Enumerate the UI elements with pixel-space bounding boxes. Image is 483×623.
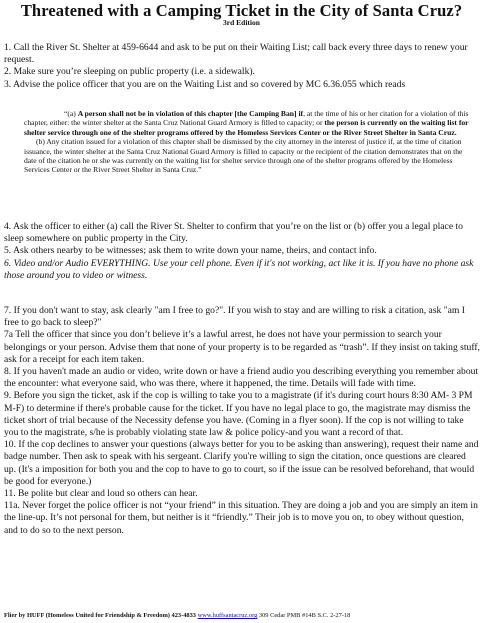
quote-paragraph-b: (b) Any citation issued for a violation of this chapter shall be dismissed by the city attorney in the interest of justice if, at the time of citation issuance, the winter shelter at the Santa Cruz National Guard Armory is filled to capacity or the recipient of the citation demonstrates that on the date of the citation he or she was currently on the waiting list for shelter service through one of the shelter programs offered by the Homeless Services Center or the River Street Shelter in Santa Cruz.” (24, 137, 463, 175)
steps-bottom (4, 305, 480, 537)
footer-org: Flier by HUFF (Homeless United for Friendship & Freedom) 423-4833 (4, 612, 196, 619)
step-7: 7. If you don't want to stay, ask clearly "am I free to go?". If you wish to stay and are willing to risk a citation, ask "am I free to go back to sleep?" (4, 305, 465, 329)
steps-mid (4, 221, 480, 282)
step-10: 10. If the cop declines to answer your questions (always better for you to be asking than answering), request their name and badge number. Then ask to speak with his sergeant. Clarify you're willing to sign the citation, once questions are cleared up. (It's a imposition for both you and the cop to have to go to court, so if the issue can be resolved beforehand, that would be good for everyone.) (4, 439, 479, 487)
footer-address: 309 Cedar PMB #14B S.C. 2-27-18 (257, 612, 351, 619)
step-8: 8. If you haven't made an audio or video, write down or have a friend audio you describing everything you remember about the encounter: what everyone said, who was there, where it happened, the time. Details will fade with time. (4, 366, 479, 390)
edition-label: 3rd Edition (223, 18, 260, 27)
steps-top (4, 42, 480, 91)
flyer-title: Threatened with a Camping Ticket in the City of Santa Cruz? (20, 1, 463, 20)
step-1: 1. Call the River St. Shelter at 459-6644 and ask to be put on their Waiting List; call back every three days to renew your request. (4, 42, 468, 66)
quote-a-text-1: , at the time of his or her citation for a violation of this chapter, either: the winter shelter at the Santa Cruz National Guard Armory is filled to capacity; or (24, 109, 469, 128)
quote-paragraph-a (24, 109, 475, 137)
footer-website-link[interactable]: www.huffsantacruz.org (197, 612, 258, 619)
step-6: 6. Video and/or Audio EVERYTHING. Use your cell phone. Even if it's not working, act like it is. If you have no phone ask those around you to video or witness. (4, 257, 474, 281)
quote-a-bold-1: A person shall not be in violation of this chapter [the Camping Ban] if (77, 109, 304, 118)
quote-a-open: “(a) (64, 109, 78, 118)
step-11a: 11a. Never forget the police officer is not “your friend” in this situation. They are doing a job and you are simply an item in the line-up. It’s not personal for them, but neither is it “friendly.” Their job is to move you on, to obey without question, and to do so to the next person. (4, 500, 478, 536)
quote-a-bold-2: the person is currently on the waiting list for shelter service through one of the shelter programs offered by the Homeless Services Center or the River Street Shelter in Santa Cruz. (24, 118, 469, 137)
step-2: 2. Make sure you’re sleeping on public property (i.e. a sidewalk). (4, 66, 255, 78)
step-3: 3. Advise the police officer that you are on the Waiting List and so covered by MC 6.36.055 which reads (4, 78, 406, 90)
step-4: 4. Ask the officer to either (a) call the River St. Shelter to confirm that you’re on the list or (b) offer you a legal place to sleep somewhere on public property in the City. (4, 221, 463, 245)
step-11: 11. Be polite but clear and loud so others can hear. (4, 488, 198, 500)
step-5: 5. Ask others nearby to be witnesses; ask them to write down your name, theirs, and contact info. (4, 245, 377, 257)
step-9: 9. Before you sign the ticket, ask if the cop is willing to take you to a magistrate (if it's during court hours 8:30 AM- 3 PM M-F) to determine if there's probable cause for the ticket. If you have no legal place to go, the magistrate may dismiss the ticket short of trial because of the Necessity defense you have. (Coming in a flyer soon). If the cop is not willing to take you to the magistrate, s/he is probably violating state law & police policy-and you want a record of that. (4, 390, 473, 439)
ordinance-quote (24, 109, 475, 175)
flyer-footer (4, 612, 480, 620)
step-7a: 7a Tell the officer that since you don’t believe it’s a lawful arrest, he does not have your permission to search your belongings or your person. Advise them that none of your property is to be regarded as “trash”. If they insist on taking stuff, ask for a receipt for each item taken. (4, 329, 480, 365)
